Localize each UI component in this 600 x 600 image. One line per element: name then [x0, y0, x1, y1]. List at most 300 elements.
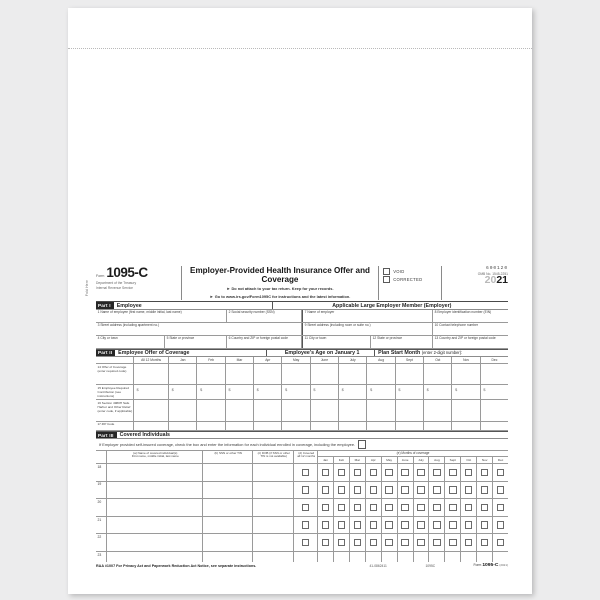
field-employer-phone[interactable] — [433, 323, 508, 335]
cell-dob[interactable] — [253, 464, 294, 481]
cell-month-july[interactable] — [414, 482, 430, 499]
form-number: 1095-C — [106, 265, 148, 280]
dollar-sign-icon: $ — [256, 386, 259, 392]
part3-col-a — [107, 451, 203, 464]
cell-month-jan[interactable] — [318, 482, 334, 499]
part2-row-16-july[interactable] — [339, 400, 367, 421]
part3-month-nov: Nov — [477, 457, 493, 463]
cell-month-may[interactable] — [382, 464, 398, 481]
cell-month-apr[interactable] — [366, 464, 382, 481]
dollar-sign-icon: $ — [483, 386, 486, 392]
cell-month-nov[interactable] — [477, 482, 493, 499]
tax-year — [446, 275, 508, 286]
part2-col-aug: Aug — [367, 357, 395, 363]
part3-month-jan: Jan — [318, 457, 334, 463]
void-row[interactable] — [383, 268, 441, 275]
part2-row-17-may[interactable] — [282, 422, 310, 430]
part1-label: Part I — [96, 302, 114, 309]
part2-row-15-aug[interactable] — [367, 385, 395, 399]
cell-months — [318, 499, 508, 516]
part2-row-15-sept[interactable] — [396, 385, 424, 399]
part2-row-14-jan[interactable] — [169, 364, 197, 384]
field-employee-street[interactable] — [96, 323, 302, 335]
part2-row-16 — [96, 400, 508, 422]
cell-month-july[interactable] — [414, 499, 430, 516]
checkbox-month[interactable] — [433, 469, 440, 476]
checkbox-month[interactable] — [401, 521, 408, 528]
checkbox-month[interactable] — [370, 521, 377, 528]
part2-col-dec: Dec — [491, 357, 498, 362]
part2-row-16-june[interactable] — [311, 400, 339, 421]
part2-row-17-all12[interactable] — [134, 422, 169, 430]
part2-row-17-dec[interactable] — [481, 422, 508, 430]
part2-row-16-feb[interactable] — [197, 400, 225, 421]
cell-all12[interactable] — [294, 499, 318, 516]
checkbox-month[interactable] — [417, 469, 424, 476]
cell-month-oct[interactable] — [461, 534, 477, 551]
cell-month-apr[interactable] — [366, 517, 382, 534]
cell-name[interactable] — [107, 552, 203, 562]
cell-month-nov[interactable] — [477, 534, 493, 551]
part2-row-14-apr[interactable] — [254, 364, 282, 384]
cell-name[interactable] — [107, 499, 203, 516]
field-employer-street-label: 9 Street address (including room or suite no.) — [304, 323, 371, 328]
part2-row-16-nov[interactable] — [452, 400, 480, 421]
checkbox-month[interactable] — [481, 469, 488, 476]
cell-ssn[interactable] — [203, 517, 253, 534]
checkbox-month[interactable] — [322, 504, 329, 511]
part2-row-16-sept[interactable] — [396, 400, 424, 421]
footer-form-year: (2021) — [499, 563, 508, 568]
cell-month-oct[interactable] — [461, 499, 477, 516]
checkbox-month[interactable] — [497, 486, 504, 493]
cell-ssn[interactable] — [203, 534, 253, 551]
part3-col-b — [203, 451, 253, 464]
part3-column-header — [96, 451, 508, 465]
checkbox-month[interactable] — [385, 504, 392, 511]
checkbox-month[interactable] — [370, 486, 377, 493]
field-employee-city[interactable] — [96, 336, 165, 348]
part2-row-17-july[interactable] — [339, 422, 367, 430]
field-employee-country-zip[interactable] — [227, 336, 302, 348]
part2-row-15-all12[interactable] — [134, 385, 169, 399]
part2-row-17-oct[interactable] — [424, 422, 452, 430]
cell-month-oct[interactable] — [461, 517, 477, 534]
part2-row-14-oct[interactable] — [424, 364, 452, 384]
cell-month-june[interactable] — [398, 517, 414, 534]
part2-row-14-aug[interactable] — [367, 364, 395, 384]
cell-month-feb[interactable] — [334, 552, 350, 562]
part2-row-16-all12[interactable] — [134, 400, 169, 421]
part2-row-14-feb[interactable] — [197, 364, 225, 384]
cell-month-jan[interactable] — [318, 534, 334, 551]
checkbox-month[interactable] — [417, 539, 424, 546]
part2-row-16-mar[interactable] — [226, 400, 254, 421]
cell-month-july[interactable] — [414, 517, 430, 534]
field-employer-ein[interactable] — [433, 310, 508, 322]
cell-name[interactable] — [107, 534, 203, 551]
checkbox-month[interactable] — [338, 469, 345, 476]
part2-row-15-apr[interactable] — [254, 385, 282, 399]
checkbox-all12[interactable] — [302, 469, 309, 476]
checkbox-month[interactable] — [354, 486, 361, 493]
part1-employer-title: Applicable Large Employer Member (Employer) — [272, 302, 508, 309]
cell-month-aug[interactable] — [429, 552, 445, 562]
cell-month-oct[interactable] — [461, 552, 477, 562]
cell-month-may[interactable] — [382, 552, 398, 562]
checkbox-month[interactable] — [449, 504, 456, 511]
table-row — [96, 517, 508, 535]
cell-month-sept[interactable] — [445, 517, 461, 534]
part2-row-15-nov[interactable] — [452, 385, 480, 399]
part2-row-17-apr[interactable] — [254, 422, 282, 430]
checkbox-month[interactable] — [401, 469, 408, 476]
part3-month-oct: Oct — [461, 457, 477, 463]
cell-month-apr[interactable] — [366, 482, 382, 499]
checkbox-month[interactable] — [465, 469, 472, 476]
cell-month-jan[interactable] — [318, 499, 334, 516]
checkbox-month[interactable] — [497, 469, 504, 476]
part2-row-17-june[interactable] — [311, 422, 339, 430]
checkbox-month[interactable] — [449, 539, 456, 546]
cell-month-june[interactable] — [398, 552, 414, 562]
part2-row-17-mar[interactable] — [226, 422, 254, 430]
part2-row-17-feb[interactable] — [197, 422, 225, 430]
part3-col-a-line1: (a) Name of covered individual(s) — [133, 450, 178, 455]
checkbox-month[interactable] — [370, 469, 377, 476]
cell-month-jan[interactable] — [318, 552, 334, 562]
cell-all12[interactable] — [294, 482, 318, 499]
field-employer-name[interactable] — [302, 310, 433, 322]
tax-year-suffix: 21 — [496, 274, 508, 286]
cell-month-mar[interactable] — [350, 464, 366, 481]
part2-row-16-oct[interactable] — [424, 400, 452, 421]
void-checkbox[interactable] — [383, 268, 390, 275]
cell-month-july[interactable] — [414, 464, 430, 481]
part2-row-15-mar[interactable] — [226, 385, 254, 399]
part2-row-15-july[interactable] — [339, 385, 367, 399]
part3-month-aug: Aug — [429, 457, 445, 463]
checkbox-month[interactable] — [449, 486, 456, 493]
cell-ssn[interactable] — [203, 552, 253, 562]
part3-col-d-line2: all 12 months — [297, 454, 316, 459]
checkbox-month[interactable] — [401, 504, 408, 511]
checkbox-month[interactable] — [338, 521, 345, 528]
part2-row-15-may[interactable] — [282, 385, 310, 399]
cell-name[interactable] — [107, 464, 203, 481]
cell-all12[interactable] — [294, 552, 318, 562]
part2-row-17-jan[interactable] — [169, 422, 197, 430]
checkbox-month[interactable] — [354, 521, 361, 528]
part2-row-15-feb[interactable] — [197, 385, 225, 399]
part2-row-14-all12[interactable] — [134, 364, 169, 384]
cell-month-oct[interactable] — [461, 464, 477, 481]
part1-row-3 — [96, 336, 508, 349]
cell-month-july[interactable] — [414, 534, 430, 551]
cell-month-dec[interactable] — [493, 464, 508, 481]
part2-row-16-dec[interactable] — [481, 400, 508, 421]
part2-row-16-may[interactable] — [282, 400, 310, 421]
field-employee-state[interactable] — [165, 336, 227, 348]
checkbox-month[interactable] — [322, 469, 329, 476]
cell-month-mar[interactable] — [350, 517, 366, 534]
checkbox-month[interactable] — [497, 539, 504, 546]
cell-month-aug[interactable] — [429, 464, 445, 481]
table-row — [96, 534, 508, 552]
part3-label: Part III — [96, 432, 117, 439]
part2-row-15 — [96, 385, 508, 400]
field-employee-ssn[interactable] — [227, 310, 302, 322]
part1-row-2 — [96, 323, 508, 336]
cell-month-mar[interactable] — [350, 552, 366, 562]
part2-row-14-june[interactable] — [311, 364, 339, 384]
checkbox-all12[interactable] — [302, 486, 309, 493]
checkbox-month[interactable] — [449, 469, 456, 476]
checkbox-month[interactable] — [417, 486, 424, 493]
checkbox-month[interactable] — [354, 504, 361, 511]
checkbox-month[interactable] — [433, 539, 440, 546]
cell-month-feb[interactable] — [334, 482, 350, 499]
table-row — [96, 464, 508, 482]
checkbox-month[interactable] — [465, 504, 472, 511]
dollar-sign-icon: $ — [426, 386, 429, 392]
checkbox-month[interactable] — [481, 504, 488, 511]
part2-row-14-mar[interactable] — [226, 364, 254, 384]
checkbox-month[interactable] — [497, 504, 504, 511]
footer-cat-no: 41-0862411 — [369, 564, 387, 569]
cell-month-sept[interactable] — [445, 482, 461, 499]
form-identity-block — [96, 266, 182, 300]
field-employee-name[interactable] — [96, 310, 227, 322]
checkbox-month[interactable] — [385, 539, 392, 546]
checkbox-month[interactable] — [322, 539, 329, 546]
checkbox-month[interactable] — [497, 521, 504, 528]
field-employer-country-zip[interactable] — [433, 336, 508, 348]
part2-col-july: July — [339, 357, 367, 363]
fold-here-label: Fold Here — [85, 279, 89, 297]
cell-month-apr[interactable] — [366, 499, 382, 516]
cell-month-dec[interactable] — [493, 552, 508, 562]
instruction-text-2: Go to www.irs.gov/Form1095C for instructions and the latest information. — [214, 293, 351, 299]
part2-row-14-july[interactable] — [339, 364, 367, 384]
part3-note-text: If Employer provided self-insured coverage, check the box and enter the information for each individual enrolled in coverage, including the employee. — [99, 441, 356, 447]
cell-month-sept[interactable] — [445, 534, 461, 551]
part1-employee-title: Employee — [116, 302, 142, 309]
self-insured-checkbox[interactable] — [358, 440, 366, 448]
part2-column-header — [96, 357, 508, 364]
part2-row-16-jan[interactable] — [169, 400, 197, 421]
checkbox-month[interactable] — [481, 521, 488, 528]
cell-month-mar[interactable] — [350, 499, 366, 516]
part2-row-17-nov[interactable] — [452, 422, 480, 430]
cell-month-sept[interactable] — [445, 464, 461, 481]
form-title-block — [182, 266, 378, 300]
cell-months — [318, 552, 508, 562]
cell-month-mar[interactable] — [350, 482, 366, 499]
cell-month-sept[interactable] — [445, 499, 461, 516]
part1-header-bar — [96, 302, 508, 310]
checkbox-all12[interactable] — [302, 504, 309, 511]
checkbox-month[interactable] — [385, 469, 392, 476]
part3-note-row — [96, 439, 508, 450]
part3-month-header-row — [318, 457, 508, 463]
checkbox-month[interactable] — [338, 539, 345, 546]
cell-all12[interactable] — [294, 517, 318, 534]
part2-label-spacer — [96, 357, 134, 363]
cell-month-mar[interactable] — [350, 534, 366, 551]
checkbox-month[interactable] — [465, 539, 472, 546]
checkbox-month[interactable] — [354, 539, 361, 546]
cell-month-dec[interactable] — [493, 534, 508, 551]
footer-form-id — [473, 563, 508, 568]
cell-month-jan[interactable] — [318, 464, 334, 481]
cell-dob[interactable] — [253, 552, 294, 562]
part2-row-16-apr[interactable] — [254, 400, 282, 421]
checkbox-all12[interactable] — [302, 521, 309, 528]
cell-dob[interactable] — [253, 517, 294, 534]
part2-col-feb: Feb — [197, 357, 225, 363]
checkbox-month[interactable] — [322, 521, 329, 528]
checkbox-month[interactable] — [385, 521, 392, 528]
cell-month-june[interactable] — [398, 464, 414, 481]
cell-month-june[interactable] — [398, 482, 414, 499]
dollar-sign-icon: $ — [313, 386, 316, 392]
part2-col-apr: Apr — [254, 357, 282, 363]
row-number: 19 — [96, 482, 107, 499]
cell-month-feb[interactable] — [334, 517, 350, 534]
checkbox-month[interactable] — [433, 504, 440, 511]
checkbox-all12[interactable] — [302, 539, 309, 546]
cell-month-sept[interactable] — [445, 552, 461, 562]
checkbox-month[interactable] — [433, 486, 440, 493]
checkbox-month[interactable] — [481, 486, 488, 493]
cell-month-jan[interactable] — [318, 517, 334, 534]
cell-month-may[interactable] — [382, 517, 398, 534]
cell-month-may[interactable] — [382, 499, 398, 516]
part2-age-title: Employee's Age on January 1 — [266, 350, 374, 357]
part2-col-jan: Jan — [169, 357, 197, 363]
part3-col-a-line2: First name, middle initial, last name — [131, 454, 179, 459]
form-word-label: Form — [96, 274, 105, 279]
instruction-text-1: Do not attach to your tax return. Keep for your records. — [231, 286, 334, 292]
cell-month-nov[interactable] — [477, 517, 493, 534]
part2-row-14-sept[interactable] — [396, 364, 424, 384]
checkbox-month[interactable] — [465, 486, 472, 493]
checkbox-month[interactable] — [417, 504, 424, 511]
cell-month-aug[interactable] — [429, 499, 445, 516]
status-checkbox-block — [378, 266, 441, 300]
footer-form-number: 1095-C — [482, 563, 499, 569]
part3-month-dec: Dec — [497, 458, 504, 463]
cell-month-aug[interactable] — [429, 517, 445, 534]
cell-dob[interactable] — [253, 534, 294, 551]
row-number: 22 — [96, 534, 107, 551]
cell-name[interactable] — [107, 517, 203, 534]
checkbox-month[interactable] — [401, 539, 408, 546]
part2-row-16-aug[interactable] — [367, 400, 395, 421]
field-employer-state[interactable] — [371, 336, 433, 348]
checkbox-month[interactable] — [481, 539, 488, 546]
field-employee-state-label: 5 State or province — [166, 336, 195, 341]
cell-month-feb[interactable] — [334, 499, 350, 516]
corrected-row[interactable] — [383, 276, 441, 283]
cell-month-oct[interactable] — [461, 482, 477, 499]
checkbox-month[interactable] — [401, 486, 408, 493]
corrected-checkbox[interactable] — [383, 276, 390, 283]
cell-dob[interactable] — [253, 499, 294, 516]
cell-month-feb[interactable] — [334, 534, 350, 551]
field-employer-city[interactable] — [302, 336, 371, 348]
cell-ssn[interactable] — [203, 499, 253, 516]
cell-month-aug[interactable] — [429, 534, 445, 551]
part2-row-15-oct[interactable] — [424, 385, 452, 399]
part2-row-15-jan[interactable] — [169, 385, 197, 399]
checkbox-month[interactable] — [322, 486, 329, 493]
cell-month-apr[interactable] — [366, 534, 382, 551]
cell-month-may[interactable] — [382, 482, 398, 499]
instruction-line-2 — [186, 294, 374, 300]
cell-ssn[interactable] — [203, 482, 253, 499]
cell-month-nov[interactable] — [477, 499, 493, 516]
cell-month-nov[interactable] — [477, 552, 493, 562]
field-employer-street[interactable] — [302, 323, 433, 335]
part2-row-15-dec[interactable] — [481, 385, 508, 399]
part2-row-16-label: 16 Section 4980H Safe Harbor and Other Relief (enter code, if applicable) — [96, 400, 134, 421]
cell-month-aug[interactable] — [429, 482, 445, 499]
part2-row-17-aug[interactable] — [367, 422, 395, 430]
fold-here-mark — [80, 272, 92, 316]
checkbox-month[interactable] — [338, 486, 345, 493]
cell-all12[interactable] — [294, 534, 318, 551]
dollar-sign-icon: $ — [136, 386, 139, 392]
checkbox-month[interactable] — [449, 521, 456, 528]
cell-dob[interactable] — [253, 482, 294, 499]
cell-month-apr[interactable] — [366, 552, 382, 562]
checkbox-month[interactable] — [417, 521, 424, 528]
cell-all12[interactable] — [294, 464, 318, 481]
checkbox-month[interactable] — [433, 521, 440, 528]
part2-row-14-nov[interactable] — [452, 364, 480, 384]
checkbox-month[interactable] — [370, 539, 377, 546]
cell-month-june[interactable] — [398, 499, 414, 516]
part3-month-july: July — [414, 457, 430, 463]
checkbox-month[interactable] — [385, 486, 392, 493]
part2-row-17-sept[interactable] — [396, 422, 424, 430]
cell-month-dec[interactable] — [493, 499, 508, 516]
cell-month-june[interactable] — [398, 534, 414, 551]
cell-month-july[interactable] — [414, 552, 430, 562]
part3-title: Covered Individuals — [119, 432, 170, 439]
cell-month-feb[interactable] — [334, 464, 350, 481]
cell-name[interactable] — [107, 482, 203, 499]
checkbox-month[interactable] — [370, 504, 377, 511]
cell-month-dec[interactable] — [493, 482, 508, 499]
cell-month-dec[interactable] — [493, 517, 508, 534]
checkbox-month[interactable] — [465, 521, 472, 528]
right-arrow-icon-2: ► — [209, 293, 214, 299]
table-row — [96, 552, 508, 562]
field-employer-ein-label: 8 Employer identification number (EIN) — [434, 310, 492, 315]
cell-month-may[interactable] — [382, 534, 398, 551]
cell-ssn[interactable] — [203, 464, 253, 481]
cell-month-nov[interactable] — [477, 464, 493, 481]
part2-row-14-dec[interactable] — [481, 364, 508, 384]
checkbox-month[interactable] — [354, 469, 361, 476]
part2-row-15-june[interactable] — [311, 385, 339, 399]
checkbox-month[interactable] — [338, 504, 345, 511]
part2-row-14-may[interactable] — [282, 364, 310, 384]
part1-row-1 — [96, 310, 508, 323]
